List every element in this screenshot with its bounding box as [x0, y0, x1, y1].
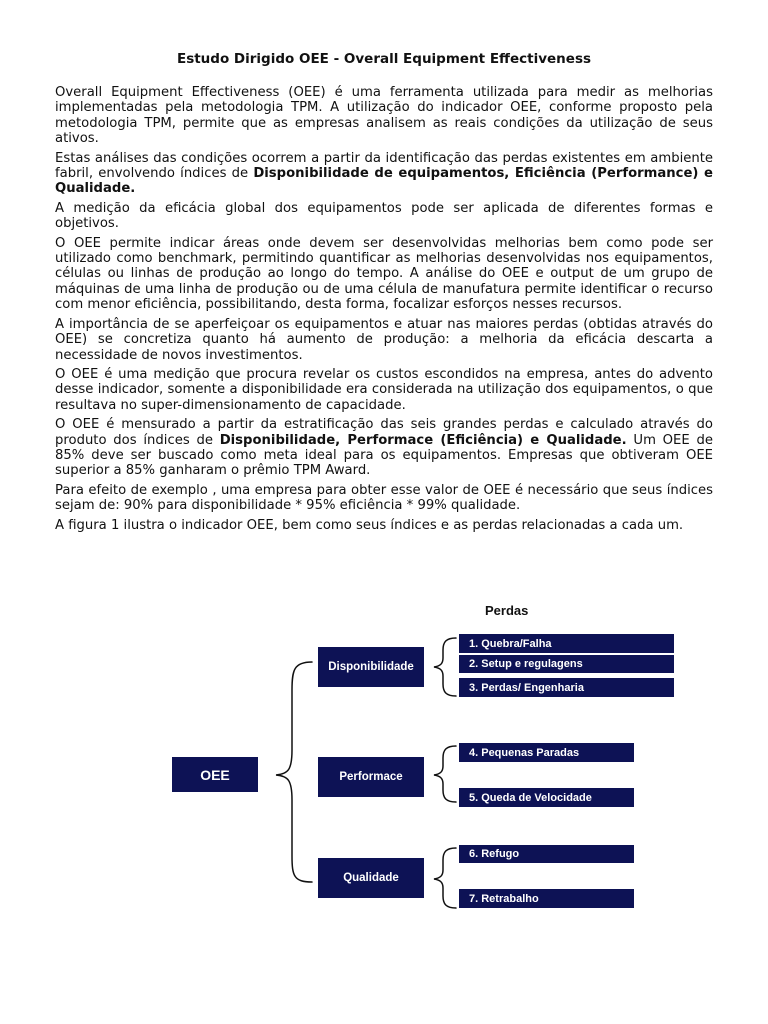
brace-disponibilidade	[434, 638, 456, 696]
paragraph-7-tail: Um OEE de 85% deve ser buscado como meta ideal para os equipamentos. Empresas que obtiveram OEE superior a 85% ganharam o prêmio TPM Award.	[55, 432, 713, 479]
brace-oee	[276, 662, 312, 882]
category-performace: Performace	[318, 757, 424, 797]
loss-item-4: 4. Pequenas Paradas	[459, 743, 634, 762]
paragraph-1: Overall Equipment Effectiveness (OEE) é uma ferramenta utilizada para medir as melhorias implementadas pela metodologia TPM. A utilização do indicador OEE, conforme proposto pela metodologia TPM, permite que as empresas analisem as reais condições da utilização de seus ativos.	[55, 85, 713, 147]
loss-item-2: 2. Setup e regulagens	[459, 655, 674, 673]
paragraph-4: O OEE permite indicar áreas onde devem ser desenvolvidas melhorias bem como pode ser utilizado como benchmark, permitindo quantificar as melhorias desenvolvidas nos equipamentos, células ou linhas de produção ao longo do tempo. A análise do OEE e output de um grupo de máquinas de uma linha de produção ou de uma célula de manufatura permite identificar o recurso com menor eficiência, possibilitando, desta forma, focalizar esforços nesses recursos.	[55, 235, 713, 313]
paragraph-7-bold: Disponibilidade, Performace (Eficiência) e Qualidade.	[219, 432, 627, 448]
paragraph-9: A figura 1 ilustra o indicador OEE, bem como seus índices e as perdas relacionadas a cada um.	[55, 517, 684, 533]
losses-heading: Perdas	[485, 603, 529, 618]
paragraph-2	[55, 151, 713, 197]
category-qualidade: Qualidade	[318, 858, 424, 898]
brace-performace	[434, 746, 456, 802]
paragraph-6: O OEE é uma medição que procura revelar os custos escondidos na empresa, antes do advento desse indicador, somente a disponibilidade era considerada na utilização dos equipamentos, o que resultava no super-dimensionamento de capacidade.	[55, 366, 713, 413]
loss-item-3: 3. Perdas/ Engenharia	[459, 678, 674, 697]
document-body	[55, 85, 713, 537]
document-title: Estudo Dirigido OEE - Overall Equipment Effectiveness	[176, 51, 592, 67]
paragraph-2-bold: Disponibilidade de equipamentos, Eficiência (Performance) e Qualidade.	[55, 166, 713, 197]
oee-diagram	[0, 590, 768, 930]
paragraph-3: A medição da eficácia global dos equipamentos pode ser aplicada de diferentes formas e objetivos.	[55, 200, 713, 232]
loss-item-1: 1. Quebra/Falha	[459, 634, 674, 653]
paragraph-2-text: Estas análises das condições ocorrem a partir da identificação das perdas existentes em ambiente fabril, envolvendo índices de	[55, 150, 713, 182]
brace-qualidade	[434, 848, 456, 908]
category-disponibilidade: Disponibilidade	[318, 647, 424, 687]
loss-item-6: 6. Refugo	[459, 845, 634, 863]
paragraph-7	[55, 417, 713, 479]
paragraph-8: Para efeito de exemplo , uma empresa para obter esse valor de OEE é necessário que seus índices sejam de: 90% para disponibilidade * 95% eficiência * 99% qualidade.	[55, 482, 713, 514]
loss-item-7: 7. Retrabalho	[459, 889, 634, 908]
loss-item-5: 5. Queda de Velocidade	[459, 788, 634, 807]
paragraph-7-text: O OEE é mensurado a partir da estratificação das seis grandes perdas e calculado através do produto dos índices de	[55, 417, 713, 448]
oee-root-box: OEE	[172, 757, 258, 792]
paragraph-5: A importância de se aperfeiçoar os equipamentos e atuar nas maiores perdas (obtidas através do OEE) se concretiza quanto há aumento de produção: a melhoria da eficácia descarta a necessidade de novos investimentos.	[55, 316, 713, 363]
